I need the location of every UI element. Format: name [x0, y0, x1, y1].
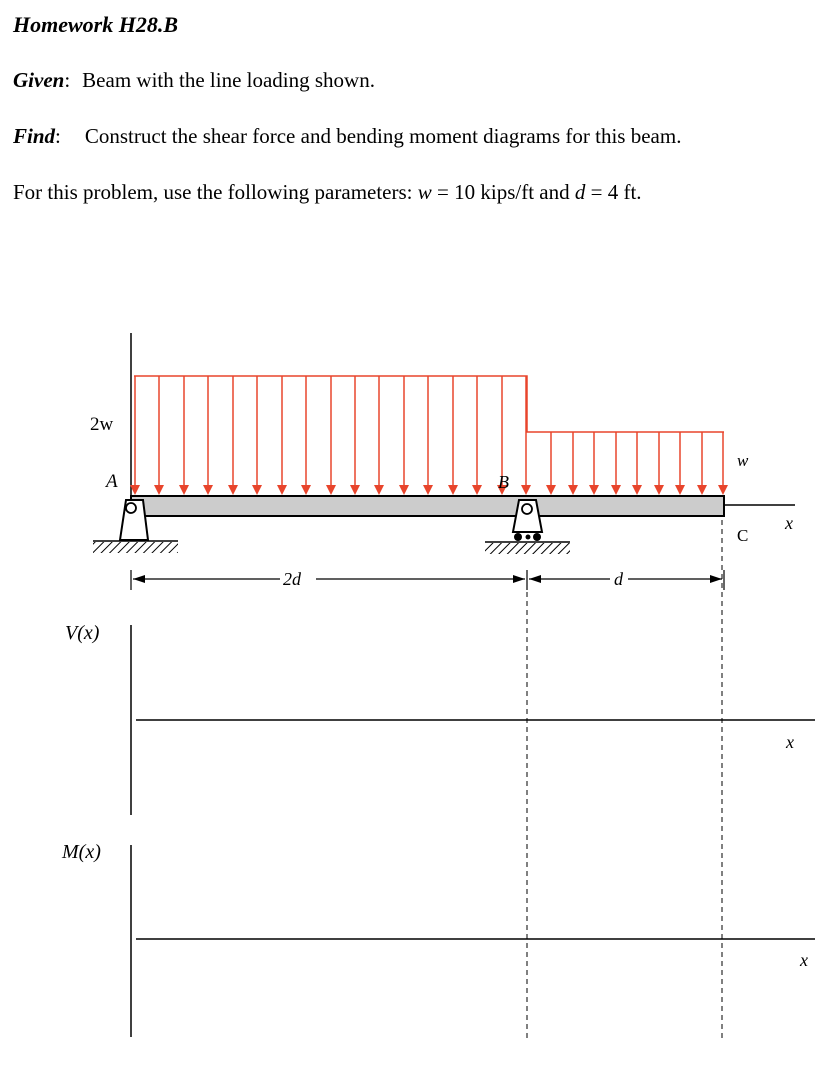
param-w-symbol: w: [417, 180, 432, 204]
moment-x-label: x: [800, 950, 808, 970]
moment-axis-label: M(x): [62, 841, 101, 863]
load-arrow-head: [301, 485, 311, 495]
point-a-label: A: [106, 471, 118, 492]
dimension-2d-label: 2d: [283, 569, 301, 589]
beam: [131, 496, 724, 516]
load-arrow-head: [632, 485, 642, 495]
load-arrow-head: [374, 485, 384, 495]
shear-axis-label: V(x): [65, 622, 100, 644]
load-arrow-head: [521, 485, 531, 495]
shear-x-label: x: [786, 732, 794, 752]
given-text: Beam with the line loading shown.: [82, 68, 375, 92]
find-text: Construct the shear force and bending moment diagrams for this beam.: [84, 124, 682, 148]
load-arrow-head: [326, 485, 336, 495]
point-b-label: B: [498, 472, 509, 492]
find-statement: Find: Construct the shear force and bending moment diagrams for this beam.: [13, 124, 682, 148]
find-label: Find: [13, 124, 56, 148]
load-arrow-head: [718, 485, 728, 495]
point-c-label: C: [737, 526, 749, 545]
load-arrow-head: [611, 485, 621, 495]
load-arrow-head: [252, 485, 262, 495]
load-arrow-head: [423, 485, 433, 495]
param-d-symbol: d: [574, 180, 586, 204]
beam-axis-x-label: x: [785, 513, 793, 533]
load-arrow-head: [277, 485, 287, 495]
page-title: Homework H28.B: [13, 12, 179, 37]
load-arrow-head: [228, 485, 238, 495]
load-arrow-head: [350, 485, 360, 495]
load-arrow-head: [568, 485, 578, 495]
load-arrow-head: [472, 485, 482, 495]
load-arrow-head: [154, 485, 164, 495]
load-arrow-head: [448, 485, 458, 495]
param-d-value: = 4 ft.: [585, 180, 642, 204]
load-arrow-head: [203, 485, 213, 495]
params-prefix: For this problem, use the following parameters:: [13, 180, 418, 204]
param-w-value: = 10 kips/ft and: [431, 180, 575, 204]
given-statement: Given: Beam with the line loading shown.: [13, 68, 375, 92]
load-arrow-head: [654, 485, 664, 495]
load-arrow-head: [589, 485, 599, 495]
moment-diagram: [131, 845, 815, 1037]
dimension-d-label: d: [614, 569, 623, 589]
load-low-label: w: [737, 451, 749, 470]
load-arrow-head: [179, 485, 189, 495]
load-arrow-head: [399, 485, 409, 495]
load-outline: [134, 376, 724, 432]
load-arrow-head: [546, 485, 556, 495]
load-high-label: 2w: [90, 414, 114, 435]
shear-diagram: [131, 625, 815, 815]
load-arrow-head: [675, 485, 685, 495]
load-arrow-head: [697, 485, 707, 495]
dimension-lines: [131, 570, 724, 590]
distributed-load: [130, 376, 728, 495]
given-label: Given: [13, 68, 65, 92]
